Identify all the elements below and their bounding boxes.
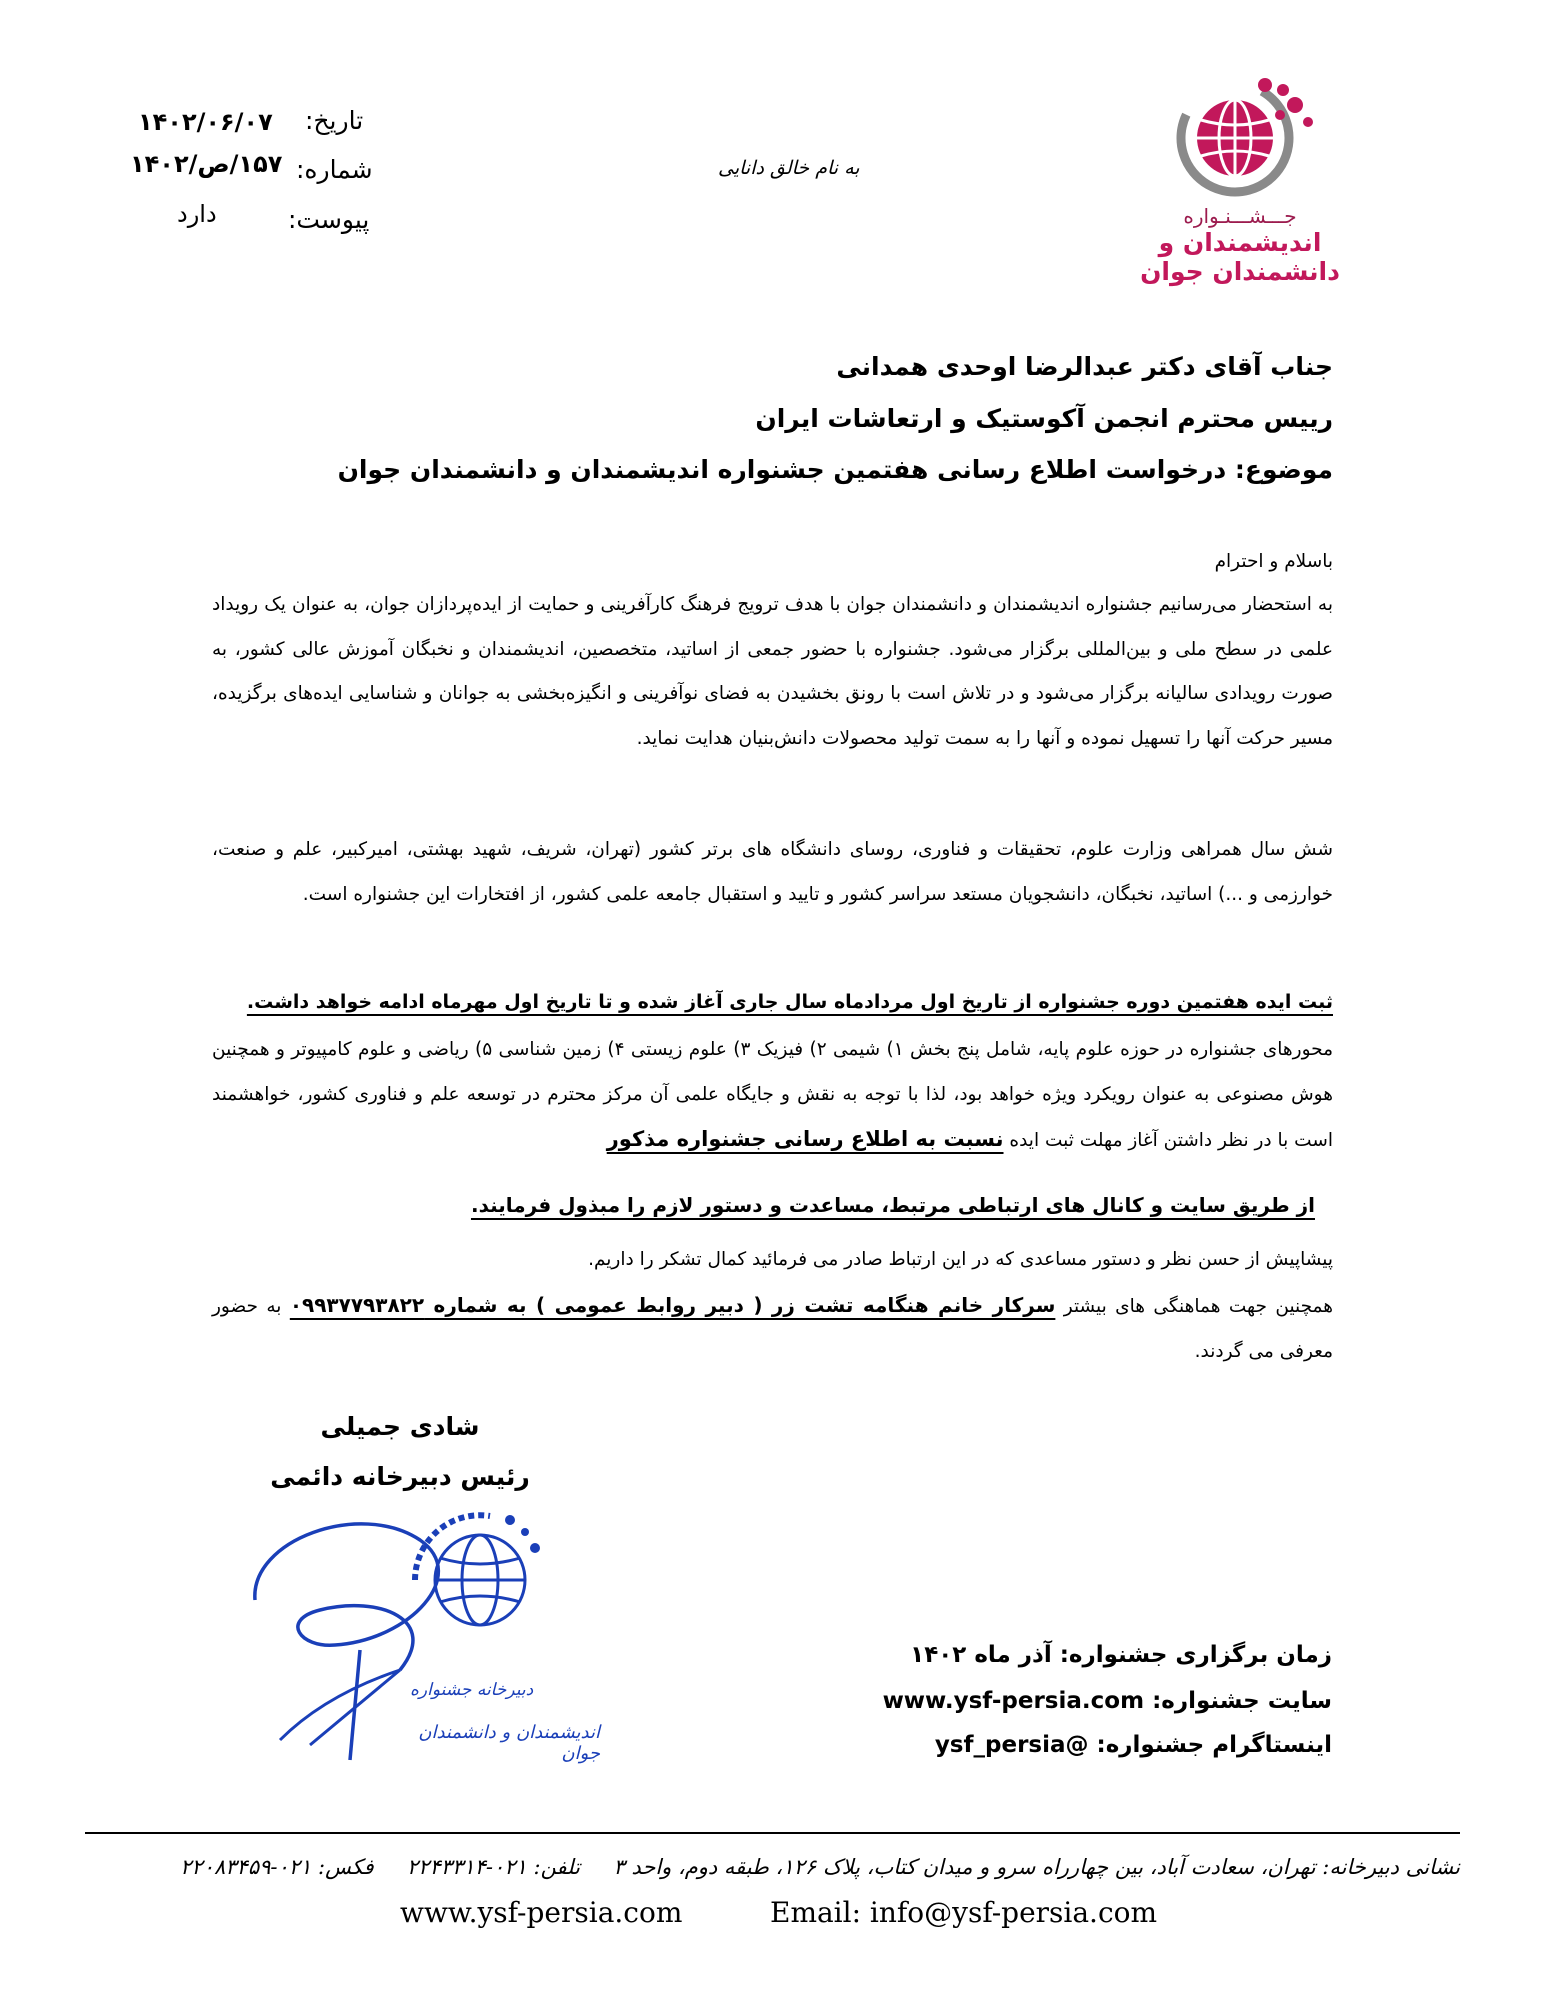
festival-date: زمان برگزاری جشنواره: آذر ماه ۱۴۰۲	[910, 1642, 1332, 1668]
recipient-name: جناب آقای دکتر عبدالرضا اوحدی همدانی	[836, 352, 1333, 381]
topics-request: نسبت به اطلاع رسانی جشنواره مذکور	[606, 1127, 1004, 1151]
topics-text: محورهای جشنواره در حوزه علوم پایه، شامل پنج بخش ۱) شیمی ۲) فیزیک ۳) علوم زیستی ۴) زمین شناسی ۵) ریاضی و علوم کامپیوتر و همچنین هوش مصنوعی به عنوان رویکرد ویژه خواهد بود، لذا با توجه به نقش و جایگاه علمی آن مرکز محترم در توسعه علم و فناوری کشور، خواهشمند است با در نظر داشتن آغاز مهلت ثبت ایده	[212, 1039, 1334, 1151]
footer-address	[180, 1855, 1460, 1879]
stamp-text-2: اندیشمندان و دانشمندان جوان	[418, 1722, 600, 1764]
festival-site	[883, 1688, 1332, 1714]
paragraph-contact	[212, 1283, 1333, 1374]
logo-line2: اندیشمندان و دانشمندان جوان	[1140, 228, 1340, 286]
signatory-title: رئیس دبیرخانه دائمی	[270, 1462, 530, 1491]
greeting: باسلام و احترام	[1214, 551, 1333, 572]
signature-stamp	[240, 1500, 600, 1780]
bismillah: به نام خالق دانایی	[718, 157, 860, 179]
recipient-title: رییس محترم انجمن آکوستیک و ارتعاشات ایران	[755, 404, 1333, 433]
festival-instagram	[935, 1732, 1332, 1758]
address-text: نشانی دبیرخانه: تهران، سعادت آباد، بین چهارراه سرو و میدان کتاب، پلاک ۱۲۶، طبقه دوم، واحد ۳	[613, 1855, 1460, 1879]
contact-end: به حضور معرفی می گردند.	[212, 1296, 1333, 1362]
attachment-label: پیوست:	[288, 205, 370, 234]
paragraph-registration: ثبت ایده هفتمین دوره جشنواره از تاریخ اول مردادماه سال جاری آغاز شده و تا تاریخ اول مهرماه ادامه خواهد داشت.	[246, 991, 1333, 1013]
date-value: ۱۴۰۲/۰۶/۰۷	[138, 108, 273, 136]
site-label: سایت جشنواره:	[1152, 1688, 1332, 1714]
footer-email: Email: info@ysf-persia.com	[770, 1896, 1158, 1929]
festival-logo	[1100, 70, 1380, 286]
insta-label: اینستاگرام جشنواره:	[1096, 1732, 1332, 1758]
paragraph-topics	[212, 1028, 1333, 1164]
fax-text: فکس: ۰۲۱-۲۲۰۸۳۴۵۹	[180, 1855, 374, 1879]
date-label: تاریخ:	[305, 106, 364, 135]
contact-person: سرکار خانم هنگامه تشت زر ( دبیر روابط عمومی ) به شماره ۰۹۹۳۷۷۹۳۸۲۲	[289, 1293, 1056, 1317]
subject-line: موضوع: درخواست اطلاع رسانی هفتمین جشنواره اندیشمندان و دانشمندان جوان	[337, 455, 1333, 484]
stamp-text-1: دبیرخانه جشنواره	[410, 1680, 534, 1700]
number-value: ۱۵۷/ص/۱۴۰۲	[130, 150, 283, 178]
number-label: شماره:	[296, 155, 373, 184]
site-value: www.ysf-persia.com	[882, 1688, 1145, 1714]
attachment-value: دارد	[177, 200, 217, 228]
insta-value: @ysf_persia	[934, 1732, 1089, 1758]
phone-text: تلفن: ۰۲۱-۲۲۴۳۳۱۴	[406, 1855, 580, 1879]
paragraph-thanks: پیشاپیش از حسن نظر و دستور مساعدی که در این ارتباط صادر می فرمائید کمال تشکر را داریم.	[588, 1249, 1333, 1270]
logo-line1: جـــشـــنـواره	[1183, 204, 1297, 228]
contact-intro: همچنین جهت هماهنگی های بیشتر	[1063, 1296, 1333, 1317]
paragraph-history: شش سال همراهی وزارت علوم، تحقیقات و فناوری، روسای دانشگاه های برتر کشور (تهران، شریف، شهید بهشتی، امیرکبیر، علم و صنعت، خوارزمی و ...) اساتید، نخبگان، دانشجویان مستعد سراسر کشور و تایید و استقبال جامعه علمی کشور، از افتخارات این جشنواره است.	[212, 839, 1333, 905]
footer-divider	[85, 1832, 1460, 1834]
logo-globe-icon	[1100, 70, 1380, 200]
signatory-name: شادی جمیلی	[320, 1412, 480, 1441]
paragraph-intro: به استحضار می‌رسانیم جشنواره اندیشمندان و دانشمندان جوان با هدف ترویج فرهنگ کارآفرینی و حمایت از ایده‌پردازان جوان، به عنوان یک رویداد علمی در سطح ملی و بین‌المللی برگزار می‌شود. جشنواره با حضور جمعی از اساتید، متخصصین، اندیشمندان و نخبگان آموزش عالی کشور، به صورت رویدادی سالیانه برگزار می‌شود و در تلاش است با رونق بخشیدن به فضای نوآفرینی و انگیزه‌بخشی به جوانان و شناسایی ایده‌های برگزیده، مسیر حرکت آنها را تسهیل نموده و آنها را به سمت تولید محصولات دانش‌بنیان هدایت نماید.	[212, 594, 1333, 749]
paragraph-request-continued: از طریق سایت و کانال های ارتباطی مرتبط، مساعدت و دستور لازم را مبذول فرمایند.	[470, 1193, 1315, 1217]
footer-website: www.ysf-persia.com	[400, 1896, 683, 1929]
